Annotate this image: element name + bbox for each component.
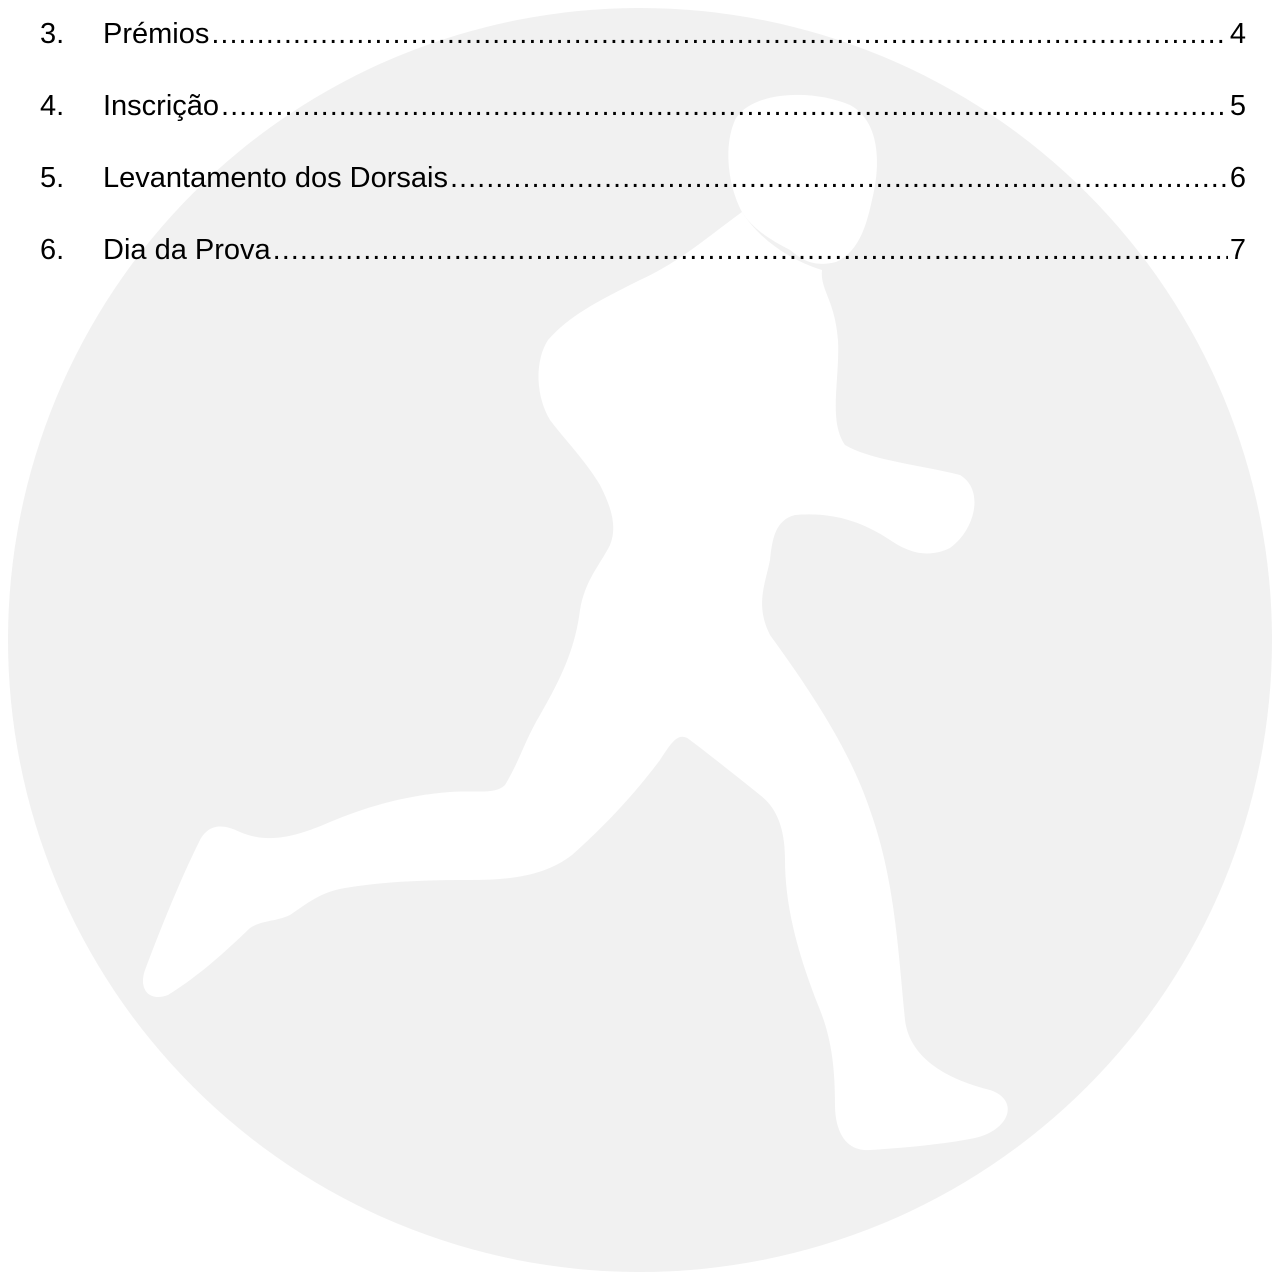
toc-dot-leader — [211, 10, 1228, 58]
toc-entry-page[interactable]: 4 — [1229, 18, 1246, 50]
toc-dot-leader — [450, 154, 1228, 202]
toc-entry-title[interactable]: Inscrição — [103, 90, 220, 122]
toc-entry-number: 5. — [40, 162, 65, 194]
toc-entry-number: 3. — [40, 18, 65, 50]
toc-entry-number: 4. — [40, 90, 65, 122]
toc-entry-title[interactable]: Dia da Prova — [103, 234, 271, 266]
toc-entry-inscricao[interactable] — [40, 82, 1246, 154]
toc-dot-leader — [221, 82, 1228, 130]
toc-entry-number: 6. — [40, 234, 65, 266]
toc-entry-title[interactable]: Levantamento dos Dorsais — [103, 162, 448, 194]
toc-entry-page[interactable]: 7 — [1229, 234, 1246, 266]
toc-entry-premios[interactable] — [40, 10, 1246, 82]
toc-entry-title[interactable]: Prémios — [103, 18, 210, 50]
toc-dot-leader — [273, 226, 1228, 274]
toc-entry-page[interactable]: 5 — [1229, 90, 1246, 122]
toc-entry-levantamento-dorsais[interactable] — [40, 154, 1246, 226]
toc-entry-page[interactable]: 6 — [1229, 162, 1246, 194]
table-of-contents — [40, 10, 1246, 298]
toc-entry-dia-da-prova[interactable] — [40, 226, 1246, 298]
